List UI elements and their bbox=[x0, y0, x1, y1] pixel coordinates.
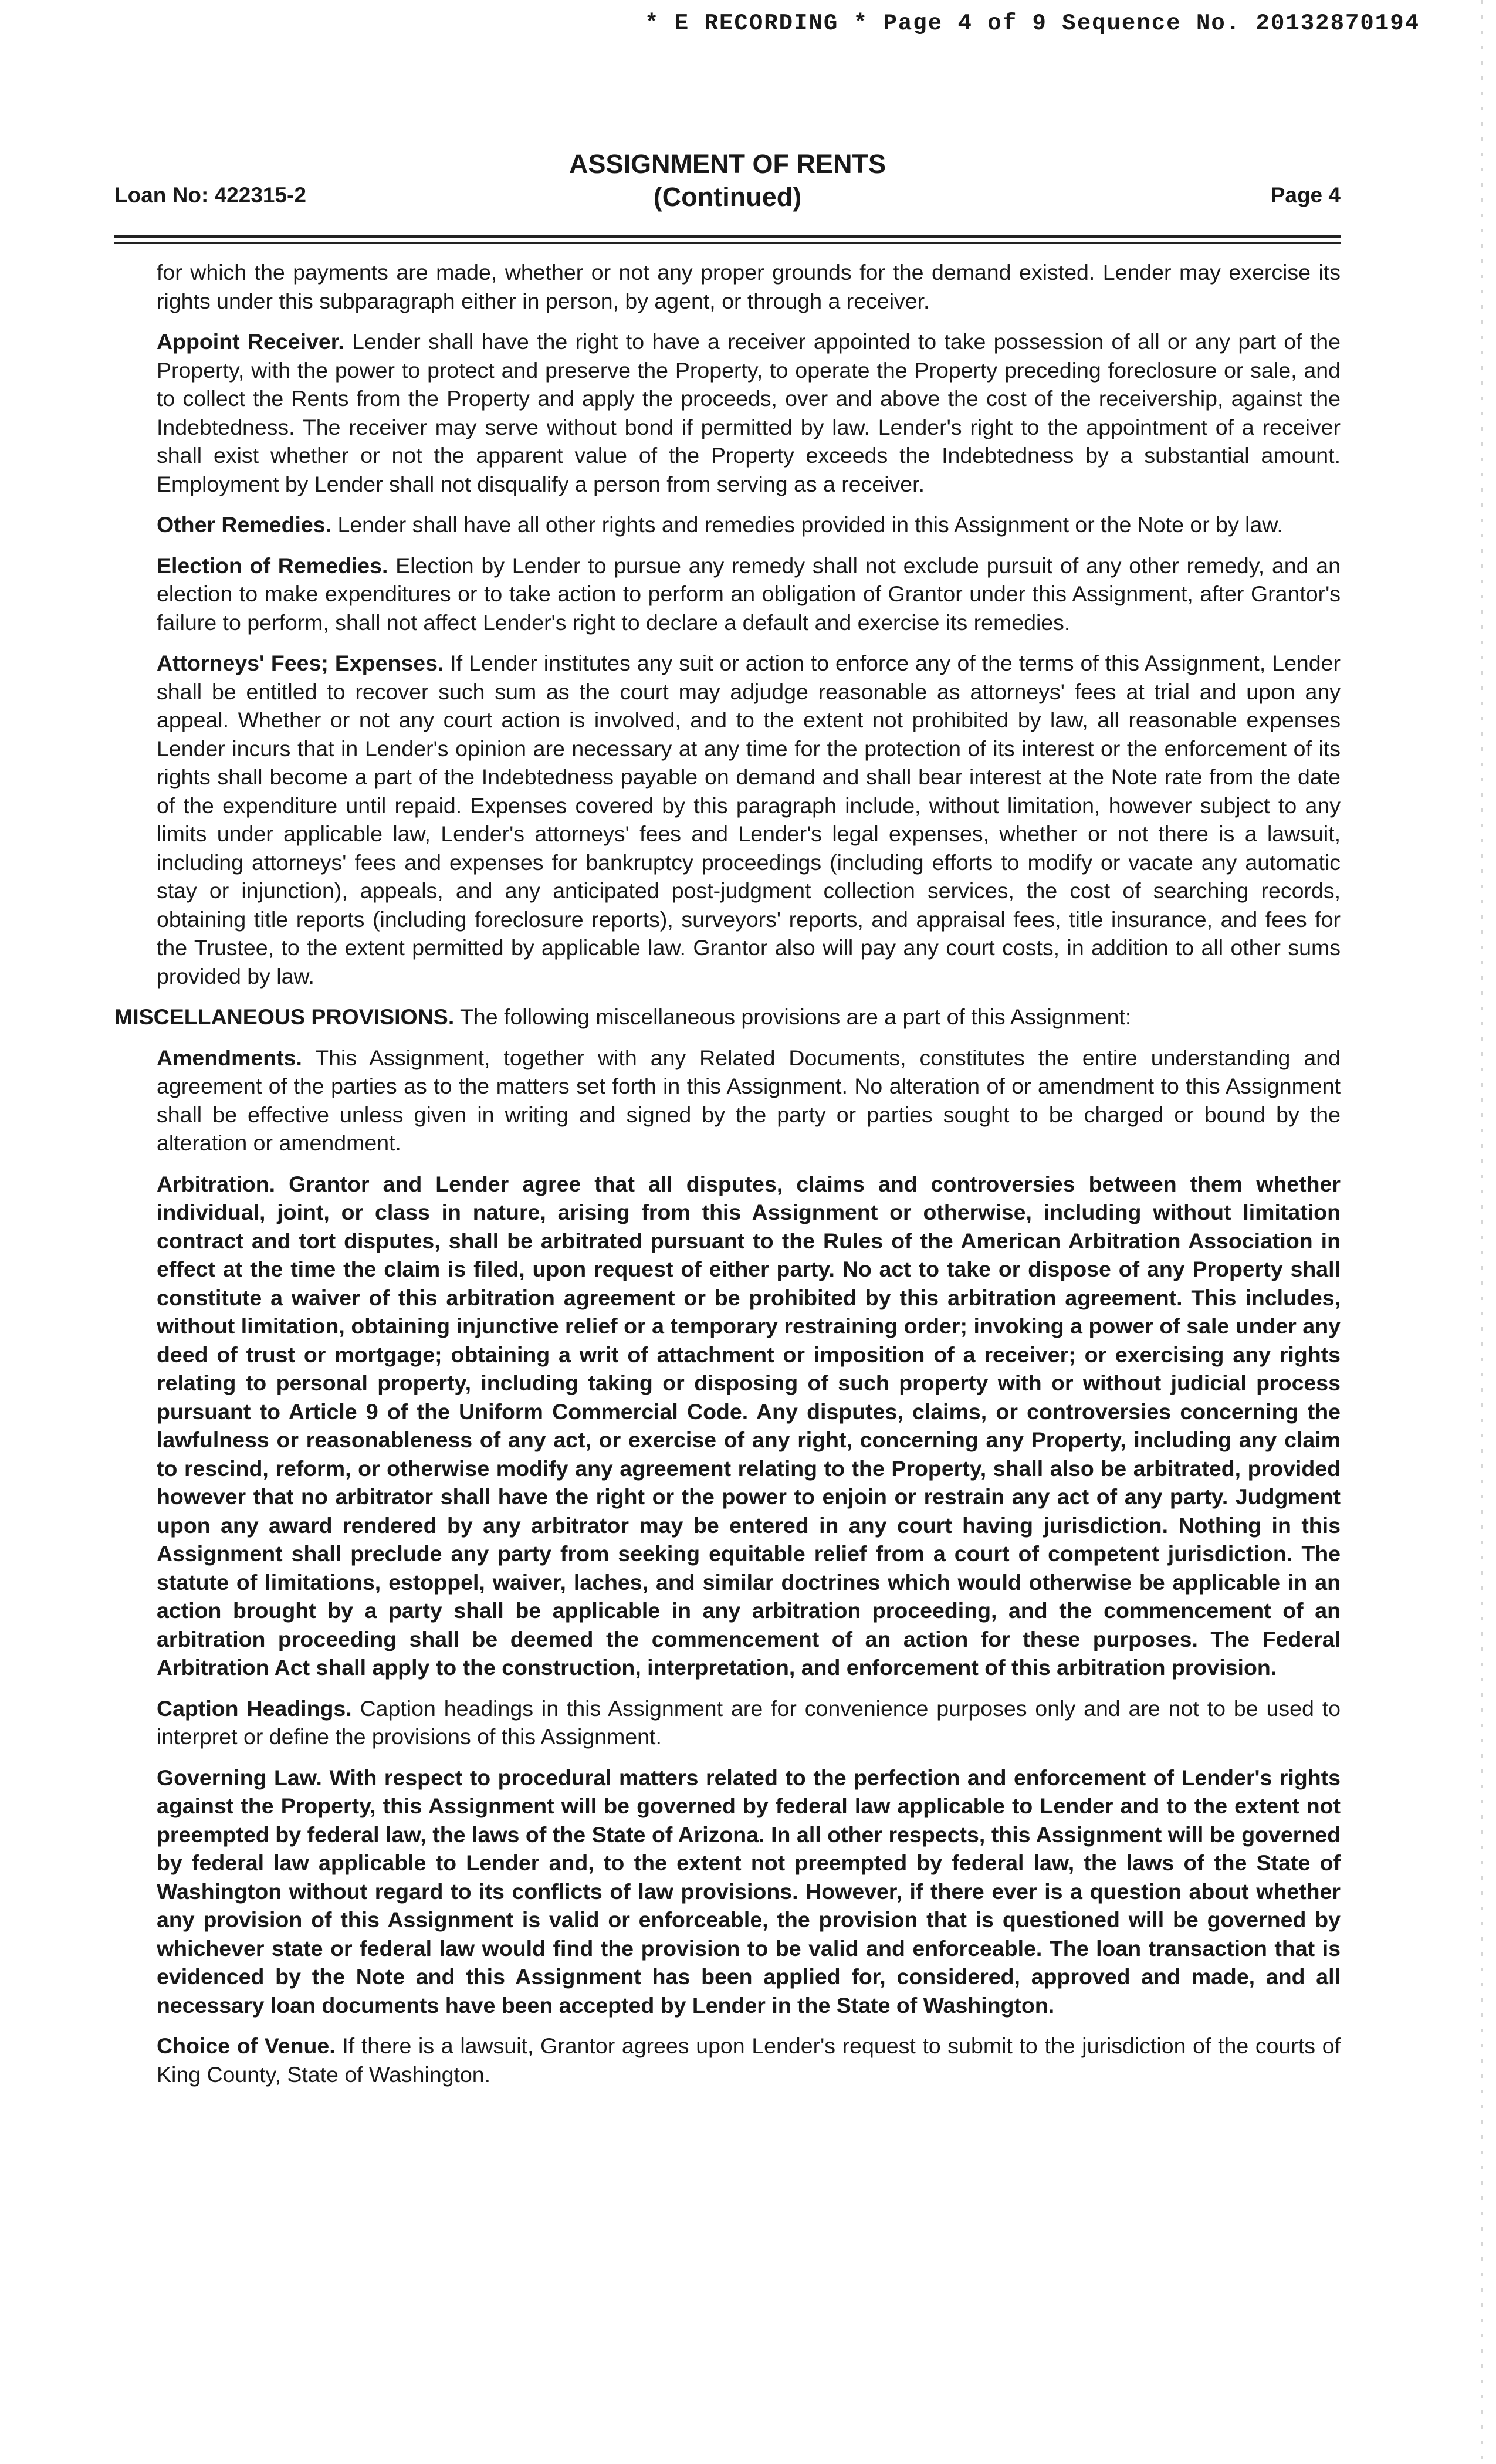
section-heading: MISCELLANEOUS PROVISIONS. bbox=[114, 1004, 455, 1029]
paragraph-choice-of-venue bbox=[114, 2032, 1341, 2089]
paragraph-heading: Arbitration. bbox=[157, 1171, 276, 1196]
paragraph-heading: Amendments. bbox=[157, 1045, 302, 1070]
paragraph-arbitration bbox=[114, 1170, 1341, 1682]
paragraph-heading: Choice of Venue. bbox=[157, 2033, 336, 2058]
section-miscellaneous-provisions bbox=[114, 1003, 1341, 1031]
paragraph-text: Caption headings in this Assignment are for convenience purposes only and are not to be used to interpret or define the provisions of this Assignment. bbox=[157, 1695, 1341, 1749]
paragraph-heading: Other Remedies. bbox=[157, 512, 332, 537]
recording-stamp: * E RECORDING * Page 4 of 9 Sequence No. 20132870194 bbox=[645, 11, 1420, 36]
paragraph-attorneys-fees bbox=[114, 649, 1341, 990]
paragraph-continuation bbox=[114, 258, 1341, 315]
paragraph-heading: Election of Remedies. bbox=[157, 553, 388, 578]
paragraph-heading: Governing Law. bbox=[157, 1765, 322, 1790]
paragraph-text: If Lender institutes any suit or action to enforce any of the terms of this Assignment, Lender shall be entitled to recover such sum as the court may adjudge reasonable as attorneys' fees at trial and upon any appeal. Whether or not any court action is involved, and to the extent not prohibited by law, all reasonable expenses Lender incurs that in Lender's opinion are necessary at any time for the protection of its interest or the enforcement of its rights shall become a part of the Indebtedness payable on demand and shall bear interest at the Note rate from the date of the expenditure until repaid. Expenses covered by this paragraph include, without limitation, however subject to any limits under applicable law, Lender's attorneys' fees and Lender's legal expenses, whether or not there is a lawsuit, including attorneys' fees and expenses for bankruptcy proceedings (including efforts to modify or vacate any automatic stay or injunction), appeals, and any anticipated post-judgment collection services, the cost of searching records, obtaining title reports (including foreclosure reports), surveyors' reports, and appraisal fees, title insurance, and fees for the Trustee, to the extent permitted by applicable law. Grantor also will pay any court costs, in addition to all other sums provided by law. bbox=[157, 651, 1341, 989]
paragraph-text: Grantor and Lender agree that all disputes, claims and controversies between them whether individual, joint, or class in nature, arising from this Assignment or otherwise, including without limitation contract and tort disputes, shall be arbitrated pursuant to the Rules of the American Arbitration Association in effect at the time the claim is filed, upon request of either party. No act to take or dispose of any Property shall constitute a waiver of this arbitration agreement or be prohibited by this arbitration agreement. This includes, without limitation, obtaining injunctive relief or a temporary restraining order; invoking a power of sale under any deed of trust or mortgage; obtaining a writ of attachment or imposition of a receiver; or exercising any rights relating to personal property, including taking or disposing of such property with or without judicial process pursuant to Article 9 of the Uniform Commercial Code. Any disputes, claims, or controversies concerning the lawfulness or reasonableness of any act, or exercise of any right, concerning any Property, including any claim to rescind, reform, or otherwise modify any agreement relating to the Property, shall also be arbitrated, provided however that no arbitrator shall have the right or the power to enjoin or restrain any act of any party. Judgment upon any award rendered by any arbitrator may be entered in any court having jurisdiction. Nothing in this Assignment shall preclude any party from seeking equitable relief from a court of competent jurisdiction. The statute of limitations, estoppel, waiver, laches, and similar doctrines which would otherwise be applicable in an action brought by a party shall be applicable in any arbitration proceeding, and the commencement of an arbitration proceeding shall be deemed the commencement of an action for these purposes. The Federal Arbitration Act shall apply to the construction, interpretation, and enforcement of this arbitration provision. bbox=[157, 1171, 1341, 1680]
paragraph-appoint-receiver bbox=[114, 327, 1341, 498]
section-text: The following miscellaneous provisions are a part of this Assignment: bbox=[454, 1004, 1132, 1029]
paragraph-text: With respect to procedural matters related to the perfection and enforcement of Lender's rights against the Property, this Assignment will be governed by federal law applicable to Lender and to the extent not preempted by federal law, the laws of the State of Arizona. In all other respects, this Assignment will be governed by federal law applicable to Lender and, to the extent not preempted by federal law, the laws of the State of Washington without regard to its conflicts of law provisions. However, if there ever is a question about whether any provision of this Assignment is valid or enforceable, the provision that is questioned will be governed by whichever state or federal law would find the provision to be valid and enforceable. The loan transaction that is evidenced by the Note and this Assignment has been applied for, considered, approved and made, and all necessary loan documents have been accepted by Lender in the State of Washington. bbox=[157, 1765, 1341, 2018]
paragraph-governing-law bbox=[114, 1764, 1341, 2020]
paragraph-heading: Attorneys' Fees; Expenses. bbox=[157, 651, 444, 675]
document-title: ASSIGNMENT OF RENTS bbox=[568, 149, 886, 179]
header-rule-top bbox=[114, 235, 1341, 238]
paragraph-heading: Caption Headings. bbox=[157, 1695, 352, 1721]
paragraph-election-of-remedies bbox=[114, 551, 1341, 637]
document-body bbox=[114, 258, 1341, 2101]
document-subtitle: (Continued) bbox=[653, 182, 802, 212]
paragraph-caption-headings bbox=[114, 1694, 1341, 1751]
paragraph-text: for which the payments are made, whether or not any proper grounds for the demand existed. Lender may exercise its rights under this subparagraph either in person, by agent, or through a receiver. bbox=[157, 260, 1341, 313]
paragraph-amendments bbox=[114, 1044, 1341, 1157]
loan-number: Loan No: 422315-2 bbox=[114, 183, 306, 207]
paragraph-text: Lender shall have the right to have a receiver appointed to take possession of all or any part of the Property, with the power to protect and preserve the Property, to operate the Property preceding foreclosure or sale, and to collect the Rents from the Property and apply the proceeds, over and above the cost of the receivership, against the Indebtedness. The receiver may serve without bond if permitted by law. Lender's right to the appointment of a receiver shall exist whether or not the apparent value of the Property exceeds the Indebtedness by a substantial amount. Employment by Lender shall not disqualify a person from serving as a receiver. bbox=[157, 329, 1341, 496]
document-title-block bbox=[446, 148, 1009, 214]
paragraph-heading: Appoint Receiver. bbox=[157, 329, 344, 354]
paragraph-other-remedies bbox=[114, 510, 1341, 539]
paragraph-text: If there is a lawsuit, Grantor agrees upon Lender's request to submit to the jurisdiction of the courts of King County, State of Washington. bbox=[157, 2033, 1341, 2087]
paragraph-text: This Assignment, together with any Related Documents, constitutes the entire understanding and agreement of the parties as to the matters set forth in this Assignment. No alteration of or amendment to this Assignment shall be effective unless given in writing and signed by the party or parties sought to be charged or bound by the alteration or amendment. bbox=[157, 1045, 1341, 1155]
scan-edge-marks bbox=[1481, 0, 1483, 2464]
header-rule-bottom bbox=[114, 242, 1341, 244]
page-number: Page 4 bbox=[1270, 183, 1341, 207]
paragraph-text: Election by Lender to pursue any remedy shall not exclude pursuit of any other remedy, and an election to make expenditures or to take action to perform an obligation of Grantor under this Assignment, after Grantor's failure to perform, shall not affect Lender's right to declare a default and exercise its remedies. bbox=[157, 553, 1341, 635]
paragraph-text: Lender shall have all other rights and remedies provided in this Assignment or the Note or by law. bbox=[331, 512, 1283, 537]
